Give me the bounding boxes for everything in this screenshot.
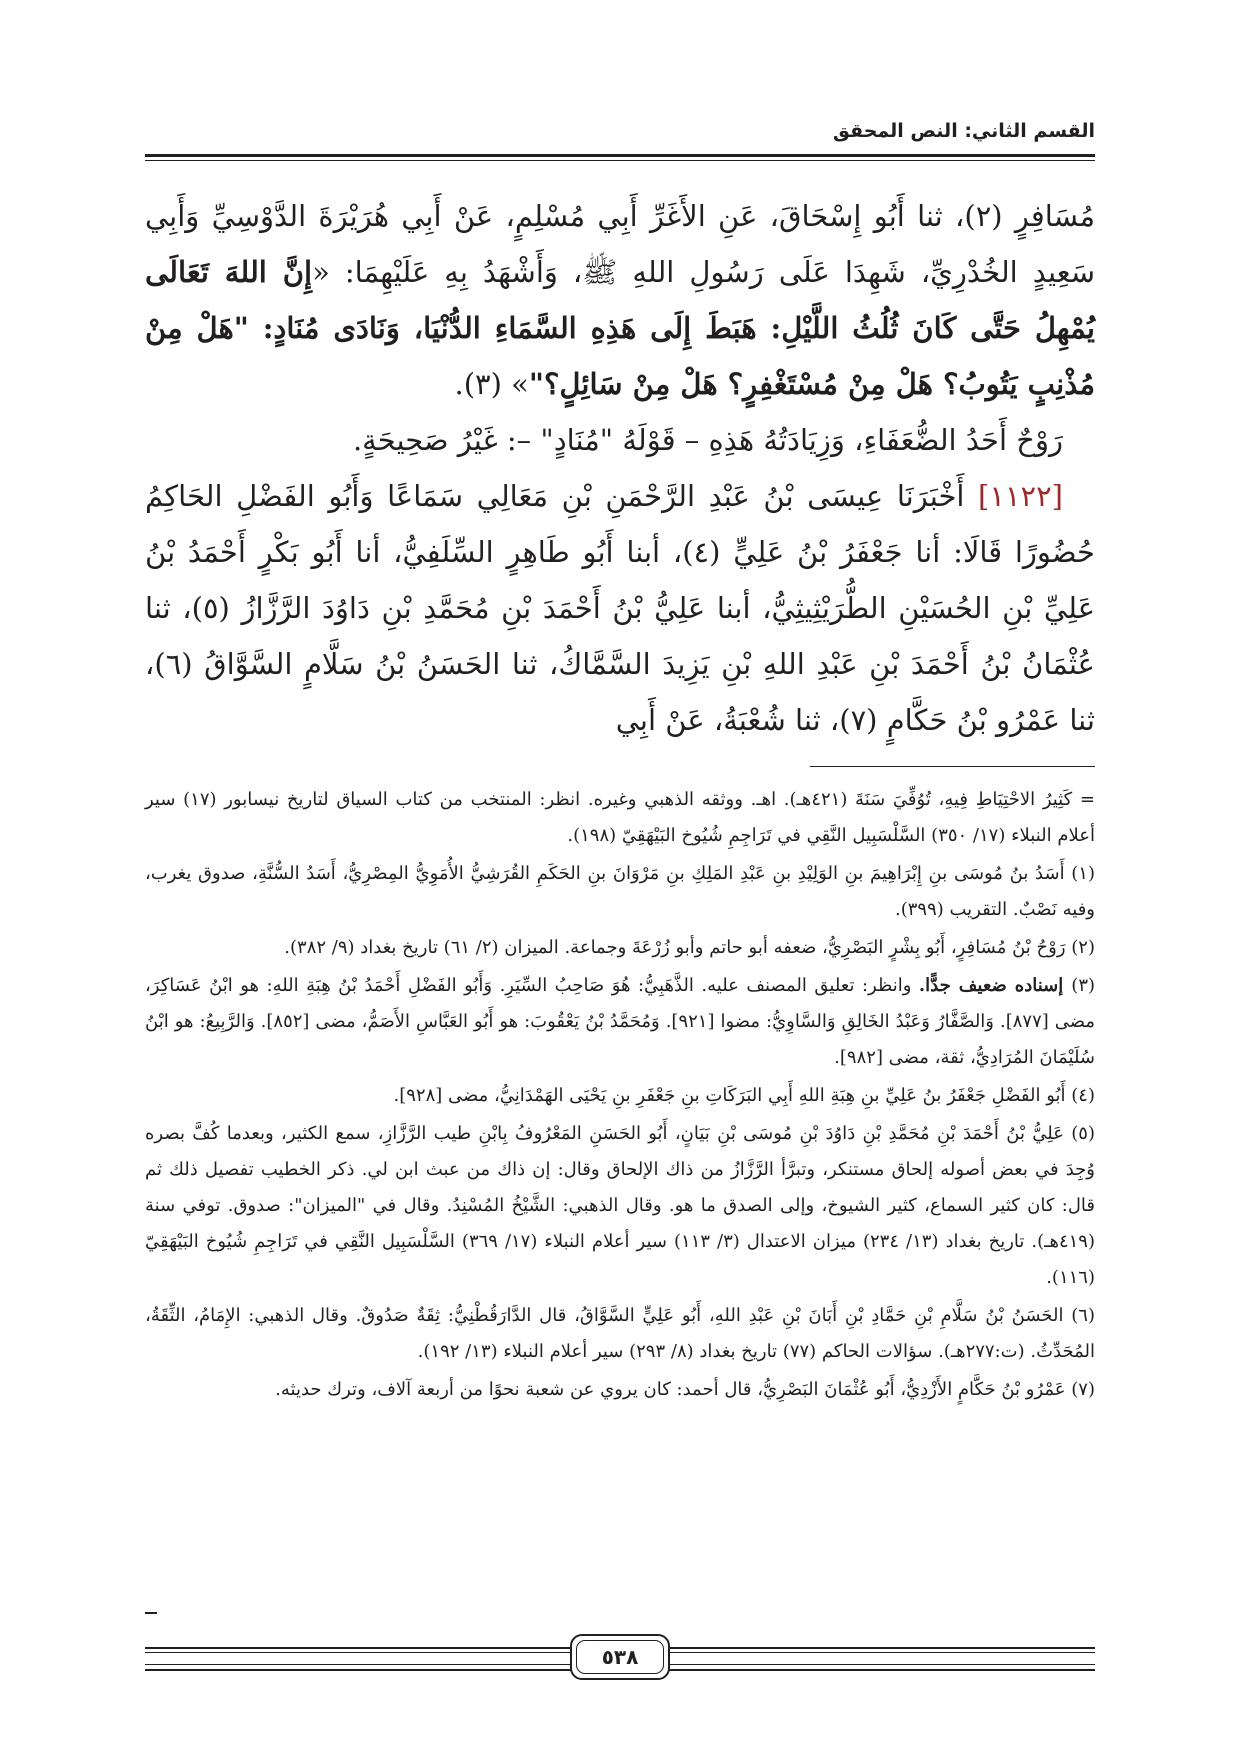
grading-label: إسناده ضعيف جدًّا.: [918, 975, 1072, 996]
isnad-paragraph: [145, 468, 1095, 748]
footnote-text: عَمْرُو بْنُ حَكَّامٍ الأَزْدِيُّ، أَبُو عُثْمَانَ البَصْرِيُّ، قال أحمد: كان يروي عن شعبة نحوًا من أربعة آلاف، وترك حديثه.: [275, 1379, 1072, 1400]
text-segment: ، ثنا شُعْبَةُ، عَنْ أَبِي: [615, 703, 840, 737]
footnote-ref[interactable]: (٥): [191, 591, 230, 625]
commentary-paragraph: رَوْحٌ أَحَدُ الضُّعَفَاءِ، وَزِيَادَتُهُ هَذِهِ – قَوْلَهُ "مُنَادٍ" –: غَيْرُ صَحِيحَةٍ.: [352, 423, 1063, 457]
footnote-4: [145, 1078, 1095, 1114]
text-segment: أَخْبَرَنَا عِيسَى بْنُ عَبْدِ الرَّحْمَنِ بْنِ مَعَالِي سَمَاعًا وَأَبُو الفَضْلِ الحَاكِمُ حُضُورًا قَالَا: أنا جَعْفَرُ بْنُ عَلِيٍّ: [145, 479, 1095, 569]
footnote-ref[interactable]: (٣): [463, 367, 502, 401]
footnote-number: (٧): [1071, 1379, 1095, 1400]
footnote-7: [145, 1372, 1095, 1408]
footnote-ref[interactable]: (٧): [839, 703, 878, 737]
footnote-2: [145, 930, 1095, 966]
footnote-text: كَثِيرُ الاحْتِيَاطِ فِيهِ، تُوُفِّيَ سَنَةَ (٤٢١هـ). اهـ. ووثقه الذهبي وغيره. انظر: المنتخب من كتاب السياق لتاريخ نيسابور (١٧) سير أعلام النبلاء (١٧/ ٣٥٠) السَّلْسَبِيل النَّقِي في تَرَاجِمِ شُيُوخ البَيْهَقِيّ (١٩٨).: [145, 789, 1095, 846]
footnote-text: أَبُو الفَضْلِ جَعْفَرُ بنُ عَلِيِّ بنِ هِبَةِ اللهِ أَبِي البَرَكَاتِ بنِ جَعْفَرِ بنِ يَحْيَى الهَمْدَانِيُّ، مضى [٩٢٨].: [393, 1085, 1072, 1106]
page-number-frame: [570, 1634, 670, 1680]
hadith-paragraph: [145, 188, 1095, 412]
footnote-number: (٣): [1071, 975, 1096, 996]
text-segment: ، أبنا أَبُو طَاهِرٍ السِّلَفِيُّ، أنا أَبُو بَكْرٍ أَحْمَدُ بْنُ عَلِيِّ بْنِ الحُسَيْنِ الطُّرَيْثِيثِيُّ، أبنا عَلِيُّ بْنُ أَحْمَدَ بْنِ مُحَمَّدِ بْنِ دَاوُدَ الرَّزَّازُ: [145, 535, 1095, 625]
page-number: ٥٣٨: [601, 1645, 639, 1669]
header-rule-thin: [145, 160, 1095, 161]
footnote-ref[interactable]: (٦): [154, 647, 193, 681]
footnote-number: (١): [1071, 863, 1095, 884]
footnote-5: [145, 1116, 1095, 1296]
footnote-6: [145, 1298, 1095, 1370]
continuation-end-mark: [145, 1612, 157, 1614]
footnotes-section: [145, 782, 1095, 1410]
running-header: القسم الثاني: النص المحقق: [832, 120, 1095, 142]
text-segment: ، ثنا أَبُو إِسْحَاقَ، عَنِ الأَغَرِّ أَبِي مُسْلِمٍ، عَنْ أَبِي هُرَيْرَةَ الدَّوْسِيِّ وَأَبِي سَعِيدٍ الخُدْرِيِّ، شَهِدَا عَلَى رَسُولِ اللهِ ﷺ، وَأَشْهَدُ بِهِ عَلَيْهِمَا: «: [145, 199, 1096, 289]
hadith-text: إِنَّ اللهَ تَعَالَى يُمْهِلُ حَتَّى كَانَ ثُلُثُ اللَّيْلِ: هَبَطَ إِلَى هَذِهِ السَّمَاءِ الدُّنْيَا، وَنَادَى مُنَادٍ: "هَلْ مِنْ مُذْنِبٍ يَتُوبُ؟ هَلْ مِنْ مُسْتَغْفِرٍ؟ هَلْ مِنْ سَائِلٍ؟": [145, 255, 1095, 401]
footnote-number: (٥): [1071, 1123, 1095, 1144]
page-footer: [145, 1634, 1095, 1684]
footnote-text: الحَسَنُ بْنُ سَلَّامِ بْنِ حَمَّادِ بْنِ أَبَانَ بْنِ عَبْدِ اللهِ، أَبُو عَلِيٍّ السَّوَّاقُ، قال الدَّارَقُطْنِيُّ: ثِقَةٌ صَدُوقٌ. وقال الذهبي: الإِمَامُ، الثِّقَةُ، المُحَدِّثُ. (ت:٢٧٧هـ). سؤالات الحاكم (٧٧) تاريخ بغداد (٨/ ٢٩٣) سير أعلام النبلاء (١٣/ ١٩٢).: [145, 1305, 1095, 1362]
footnote-separator: [810, 766, 1095, 767]
hadith-number: [١١٢٢]: [978, 479, 1063, 513]
text-segment: »: [501, 367, 529, 401]
footnote-number: (٤): [1071, 1085, 1095, 1106]
footnote-number: (٢): [1071, 937, 1095, 958]
footnote-text: أَسَدُ بنُ مُوسَى بنِ إِبْرَاهِيمَ بنِ الوَلِيْدِ بنِ عَبْدِ المَلِكِ بنِ مَرْوَانَ بنِ الحَكَمِ القُرَشِيُّ الأُمَوِيُّ المِصْرِيُّ، أَسَدُ السُّنَّةِ، صدوق يغرب، وفيه نَصْبٌ. التقريب (٣٩٩).: [145, 863, 1095, 920]
footnote-1: [145, 856, 1095, 928]
text-segment: ، ثنا عُثْمَانُ بْنُ أَحْمَدَ بْنِ عَبْدِ اللهِ بْنِ يَزِيدَ السَّمَّاكُ، ثنا الحَسَنُ بْنُ سَلَّامٍ السَّوَّاقُ: [145, 591, 1095, 681]
main-text: [145, 188, 1095, 748]
footnote-text: عَلِيُّ بْنُ أَحْمَدَ بْنِ مُحَمَّدِ بْنِ دَاوُدَ بْنِ مُوسَى بْنِ بَيَانٍ، أَبُو الحَسَنِ المَعْرُوفُ بِابْنِ طيب الرَّزَّازِ، سمع الكثير، وبعدما كُفَّ بصره وُجِدَ في بعض أصوله إلحاق مستنكر، وتبرَّأ الرَّزَّازُ من ذاك الإلحاق وقال: إن ذاك من عبث ابن لي. ذكر الخطيب تفصيل ذلك ثم قال: كان كثير السماع، كثير الشيوخ، وإلى الصدق ما هو. وقال الذهبي: الشَّيْخُ المُسْنِدُ. وقال في "الميزان": صدوق. توفي سنة (٤١٩هـ). تاريخ بغداد (١٣/ ٢٣٤) ميزان الاعتدال (٣/ ١١٣) سير أعلام النبلاء (١٧/ ٣٦٩) السَّلْسَبِيل النَّقِي في تَرَاجِمِ شُيُوخ البَيْهَقِيّ (١١٦).: [145, 1123, 1095, 1288]
footnote-ref[interactable]: (٢): [964, 199, 1003, 233]
footnote-text: رَوْحُ بْنُ مُسَافِرٍ، أَبُو بِشْرٍ البَصْرِيُّ، ضعفه أبو حاتم وأبو زُرْعَةَ وجماعة. الميزان (٢/ ٦١) تاريخ بغداد (٩/ ٣٨٢).: [284, 937, 1072, 958]
footnote-continuation: [145, 782, 1095, 854]
footnote-text: وانظر: تعليق المصنف عليه. الذَّهَبِيُّ: هُوَ صَاحِبُ السِّيَرِ. وَأَبُو الفَضْلِ أَحْمَدُ بْنُ هِبَةِ اللهِ: هو ابْنُ عَسَاكِرَ، مضى [٨٧٧]. وَالصَّفَّارُ وَعَبْدُ الخَالِقِ وَالسَّاوِيُّ: مضوا [٩٢١]. وَمُحَمَّدُ بْنُ يَعْقُوبَ: هو أَبُو العَبَّاسِ الأَصَمُّ، مضى [٨٥٢]. وَالرَّبِيعُ: هو ابْنُ سُلَيْمَانَ المُرَادِيُّ، ثقة، مضى [٩٨٢].: [145, 975, 1096, 1068]
continuation-mark: =: [1079, 789, 1095, 810]
text-segment: مُسَافِرٍ: [1002, 199, 1095, 233]
text-segment: .: [454, 367, 464, 401]
footnote-ref[interactable]: (٤): [682, 535, 721, 569]
text-segment: ، ثنا عَمْرُو بْنُ حَكَّامٍ: [145, 647, 1095, 737]
footnote-3: [145, 968, 1095, 1076]
header-rule: [145, 154, 1095, 157]
footnote-number: (٦): [1071, 1305, 1095, 1326]
